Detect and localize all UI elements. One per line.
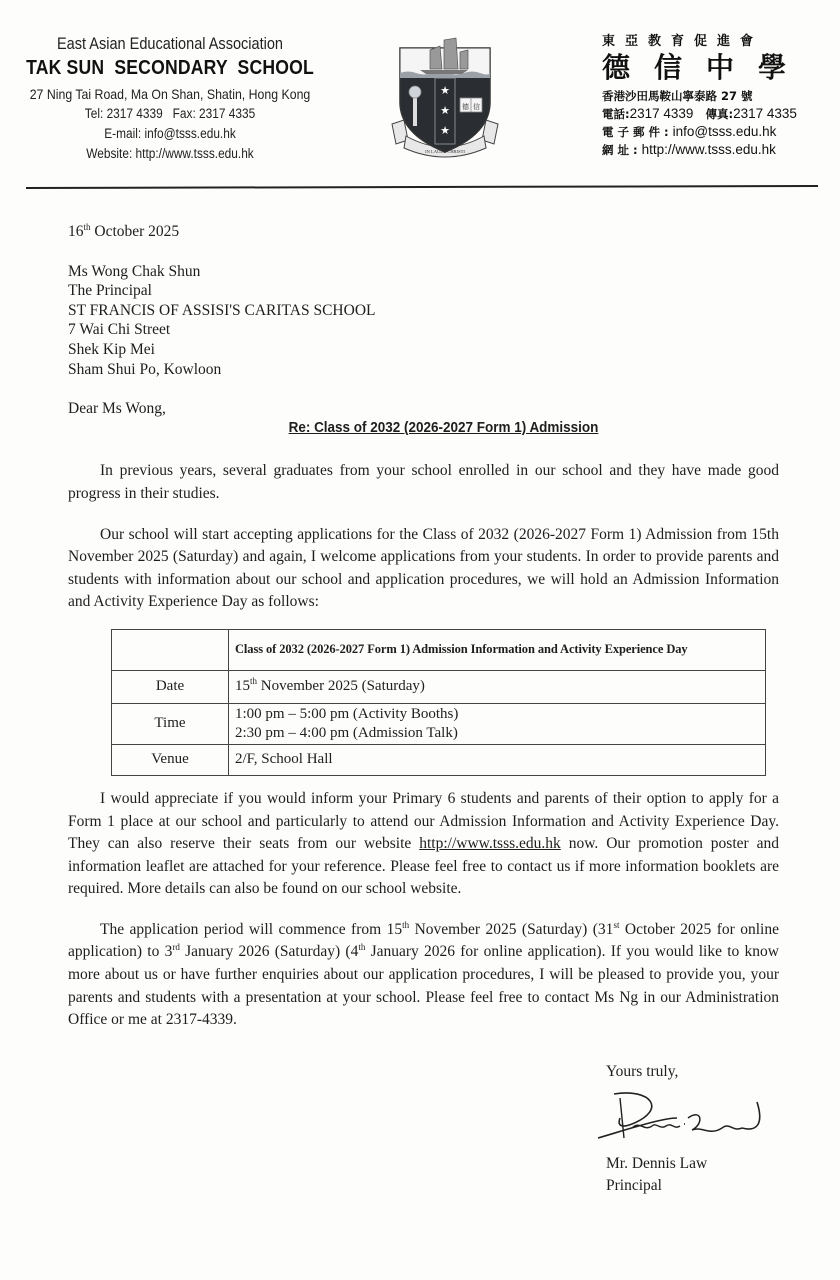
svg-text:★: ★ bbox=[440, 105, 450, 117]
time-activity-booths: 1:00 pm – 5:00 pm (Activity Booths) bbox=[235, 705, 459, 722]
svg-text:★: ★ bbox=[440, 125, 450, 137]
letter-date: 16th October 2025 bbox=[68, 221, 180, 240]
school-name: TAK SUN SECONDARY SCHOOL bbox=[26, 57, 314, 79]
association-name: East Asian Educational Association bbox=[56, 35, 284, 53]
school-email: E-mail: info@tsss.edu.hk bbox=[104, 126, 236, 141]
row-label-date: Date bbox=[112, 670, 229, 703]
school-website: Website: http://www.tsss.edu.hk bbox=[86, 146, 254, 161]
signature-icon bbox=[592, 1088, 767, 1148]
letterhead-english bbox=[20, 30, 319, 162]
recipient-name: Ms Wong Chak Shun bbox=[68, 262, 201, 280]
recipient-title: The Principal bbox=[68, 282, 152, 300]
recipient-street: 7 Wai Chi Street bbox=[68, 321, 171, 339]
school-tel-fax-zh: 電話:2317 4339 傳真:2317 4335 bbox=[602, 106, 797, 121]
closing: Yours truly, bbox=[606, 1063, 679, 1080]
event-time-value bbox=[229, 703, 766, 744]
svg-text:德: 德 bbox=[462, 103, 469, 111]
school-name-zh: 德信中學 bbox=[602, 51, 811, 84]
time-admission-talk: 2:30 pm – 4:00 pm (Admission Talk) bbox=[235, 724, 458, 741]
table-corner-cell bbox=[112, 629, 229, 670]
school-email-zh: 電 子 郵 件 : info@tsss.edu.hk bbox=[602, 124, 777, 139]
school-website-zh: 網 址 : http://www.tsss.edu.hk bbox=[602, 142, 776, 157]
letter-body bbox=[68, 222, 779, 1032]
event-date-value: 15th November 2025 (Saturday) bbox=[229, 670, 766, 703]
school-website-link[interactable]: http://www.tsss.edu.hk bbox=[419, 835, 561, 853]
association-name-zh: 東亞教育促進會 bbox=[602, 34, 764, 49]
letterhead-divider bbox=[26, 185, 818, 189]
letterhead-chinese bbox=[602, 30, 812, 159]
table-row bbox=[112, 703, 766, 744]
recipient-address bbox=[68, 262, 779, 380]
table-row bbox=[112, 670, 766, 703]
recipient-district: Sham Shui Po, Kowloon bbox=[68, 360, 222, 378]
table-row bbox=[112, 744, 766, 775]
subject-line: Re: Class of 2032 (2026-2027 Form 1) Admission bbox=[288, 419, 599, 436]
recipient-area: Shek Kip Mei bbox=[68, 340, 155, 358]
recipient-school: ST FRANCIS OF ASSISI'S CARITAS SCHOOL bbox=[68, 301, 376, 319]
signer-name: Mr. Dennis Law bbox=[606, 1155, 708, 1172]
school-crest-icon bbox=[390, 32, 500, 160]
school-address-zh: 香港沙田馬鞍山寧泰路 27 號 bbox=[602, 89, 753, 103]
row-label-venue: Venue bbox=[112, 744, 229, 775]
school-tel-fax: Tel: 2317 4339 Fax: 2317 4335 bbox=[84, 106, 256, 121]
event-venue-value: 2/F, School Hall bbox=[229, 744, 766, 775]
paragraph-4: The application period will commence from 15th November 2025 (Saturday) (31st October 2025 for online application) to 3rd January 2026 (Saturday) (4th January 2026 for online application). If you would like to know more about us or have further enquiries about our application procedures, I will be pleased to provide you, your parents and students with a presentation at your school. Please feel free to contact Ms Ng in our Administration Office or me at 2317-4339. bbox=[68, 919, 779, 1029]
salutation: Dear Ms Wong, bbox=[68, 400, 166, 418]
paragraph-3: I would appreciate if you would inform your Primary 6 students and parents of their option to apply for a Form 1 place at our school and particularly to attend our Admission Information and Activity Experience Day. They can also reserve their seats from our website http://www.tsss.edu.hk now. Our promotion poster and information leaflet are attached for your reference. Please feel free to contact us if more information booklets are required. More details can also be found on our school website. bbox=[68, 789, 779, 898]
school-address: 27 Ning Tai Road, Ma On Shan, Shatin, Hong Kong bbox=[29, 86, 311, 102]
event-details-table bbox=[111, 629, 766, 776]
paragraph-1: In previous years, several graduates from your school enrolled in our school and they have made good progress in their studies. bbox=[68, 462, 779, 502]
paragraph-2: Our school will start accepting applications for the Class of 2032 (2026-2027 Form 1) Admission from 15th November 2025 (Saturday) and again, I welcome applications from your students. In order to provide parents and students with information about our school and application procedures, we will hold an Admission Information and Activity Experience Day as follows: bbox=[68, 525, 779, 611]
svg-text:★: ★ bbox=[440, 85, 450, 97]
crest-motto: IN LAUDE CHRISTI bbox=[425, 149, 465, 154]
signer-title: Principal bbox=[606, 1177, 662, 1194]
row-label-time: Time bbox=[112, 703, 229, 744]
signer-block bbox=[606, 1153, 707, 1197]
table-header-row bbox=[112, 629, 766, 670]
svg-text:信: 信 bbox=[473, 103, 480, 111]
event-title-cell: Class of 2032 (2026-2027 Form 1) Admission Information and Activity Experience Day bbox=[229, 629, 766, 670]
